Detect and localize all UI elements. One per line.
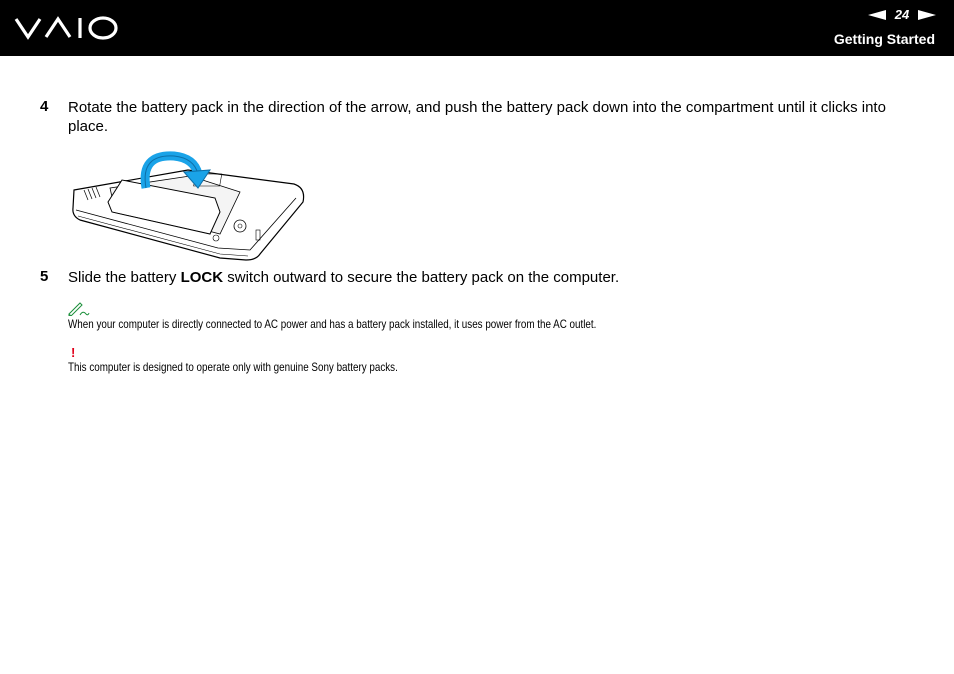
step-5-number: 5 (40, 268, 49, 285)
step-4-text: Rotate the battery pack in the direction of the arrow, and push the battery pack down into the compartment until it clicks into place. (68, 99, 886, 135)
battery-insertion-illustration (70, 150, 310, 268)
pencil-note-icon (68, 302, 90, 316)
step-5-text-after: switch outward to secure the battery pack on the computer. (223, 269, 620, 286)
page-header (0, 0, 954, 56)
next-page-icon[interactable] (918, 10, 936, 20)
page-number: 24 (894, 7, 910, 22)
section-title: Getting Started (833, 31, 935, 47)
step-5-text (68, 268, 918, 287)
vaio-logo (14, 14, 120, 42)
warning-icon: ! (71, 345, 76, 360)
page-navigation (868, 7, 936, 22)
note-text: When your computer is directly connected to AC power and has a battery pack installed, it uses power from the AC outlet. (68, 317, 597, 331)
lock-label: LOCK (180, 269, 224, 286)
step-4-number: 4 (40, 98, 49, 115)
step-5-text-before: Slide the battery (68, 269, 181, 286)
warning-text: This computer is designed to operate only with genuine Sony battery packs. (68, 360, 398, 374)
previous-page-icon[interactable] (868, 10, 886, 20)
